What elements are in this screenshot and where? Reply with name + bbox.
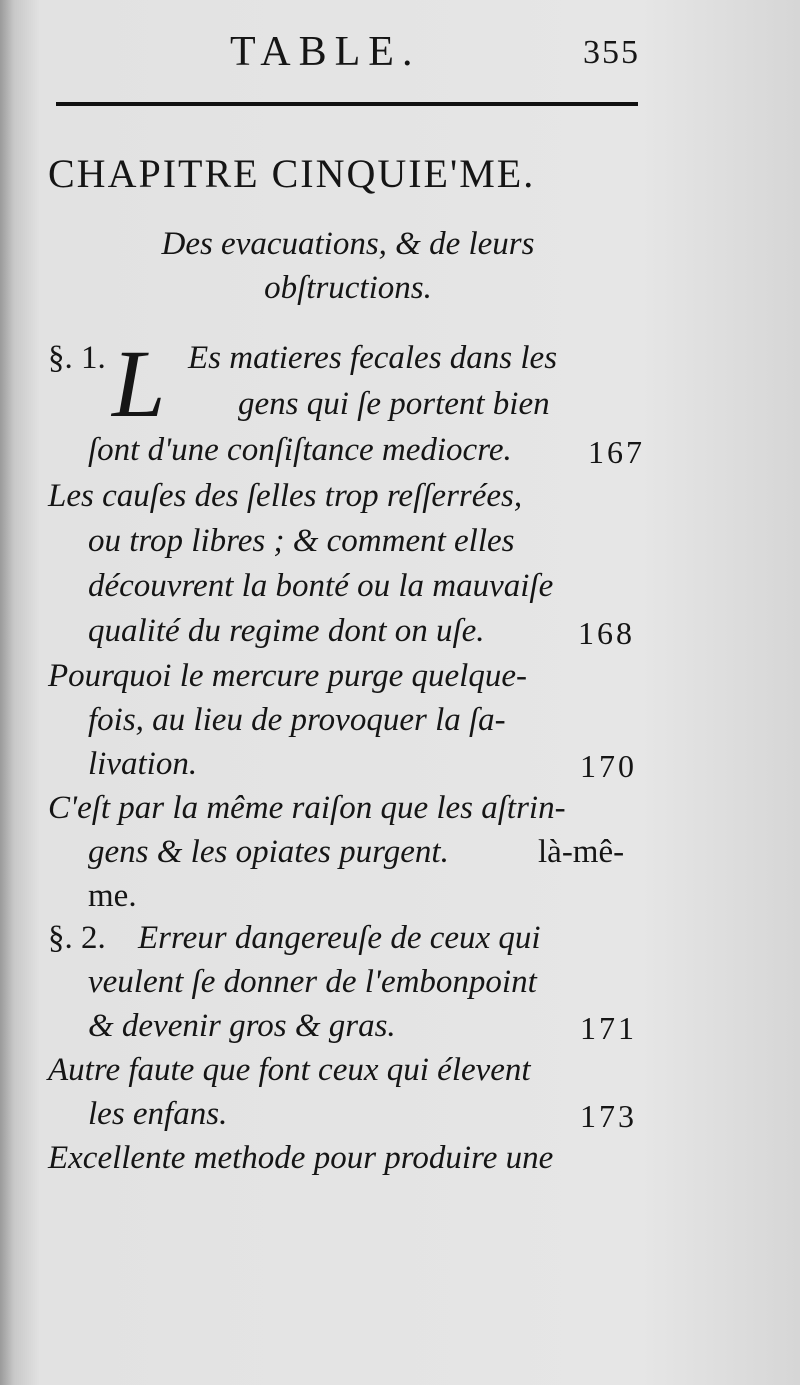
chapter-subtitle-line-1: Des evacuations, & de leurs — [161, 226, 535, 262]
entry-1-line-3: ſont d'une conſiſtance mediocre. — [88, 432, 512, 468]
chapter-title: CHAPITRE CINQUIE'ME. — [48, 151, 536, 196]
entry-3-line-2: fois, au lieu de provoquer la ſa- — [88, 702, 506, 738]
running-head — [0, 28, 800, 78]
header-rule — [56, 102, 638, 106]
entry-3-line-3: livation. — [88, 746, 198, 782]
entry-5-line-3: & devenir gros & gras. — [88, 1008, 396, 1044]
page-number: 355 — [583, 34, 640, 71]
entry-4-reference: là-mê- — [538, 834, 625, 870]
entry-6-line-1: Autre faute que font ceux qui élevent — [48, 1052, 531, 1088]
entry-2-page: 168 — [578, 615, 635, 651]
entry-2-line-2: ou trop libres ; & comment elles — [88, 523, 515, 559]
entry-4-line-3: me. — [88, 878, 137, 914]
entry-6-line-2: les enfans. — [88, 1096, 228, 1132]
entry-7-line-1: Excellente methode pour produire une — [48, 1140, 554, 1176]
entry-3-line-1: Pourquoi le mercure purge quelque- — [48, 658, 527, 694]
entry-2-line-4: qualité du regime dont on uſe. — [88, 613, 485, 649]
section-mark-2: §. 2. — [48, 920, 106, 956]
entry-4-line-2: gens & les opiates purgent. — [88, 834, 449, 870]
entry-1-line-2: gens qui ſe portent bien — [238, 386, 550, 422]
entry-5-line-2: veulent ſe donner de l'embonpoint — [88, 964, 537, 1000]
entry-3-page: 170 — [580, 748, 637, 784]
running-title: TABLE. — [230, 29, 421, 75]
entry-2-line-3: découvrent la bonté ou la mauvaiſe — [88, 568, 554, 604]
entry-2-line-1: Les cauſes des ſelles trop reſſerrées, — [48, 478, 523, 514]
entry-6-page: 173 — [580, 1098, 637, 1134]
entry-5-line-1: Erreur dangereuſe de ceux qui — [138, 920, 541, 956]
drop-cap: L — [112, 330, 166, 437]
entry-1-page: 167 — [588, 434, 645, 470]
section-mark-1: §. 1. — [48, 340, 106, 376]
entry-1-line-1: Es matieres fecales dans les — [188, 340, 558, 376]
entry-4-line-1: C'eſt par la même raiſon que les aſtrin- — [48, 790, 566, 826]
entry-5-page: 171 — [580, 1010, 637, 1046]
chapter-subtitle-line-2: obſtructions. — [264, 270, 432, 306]
